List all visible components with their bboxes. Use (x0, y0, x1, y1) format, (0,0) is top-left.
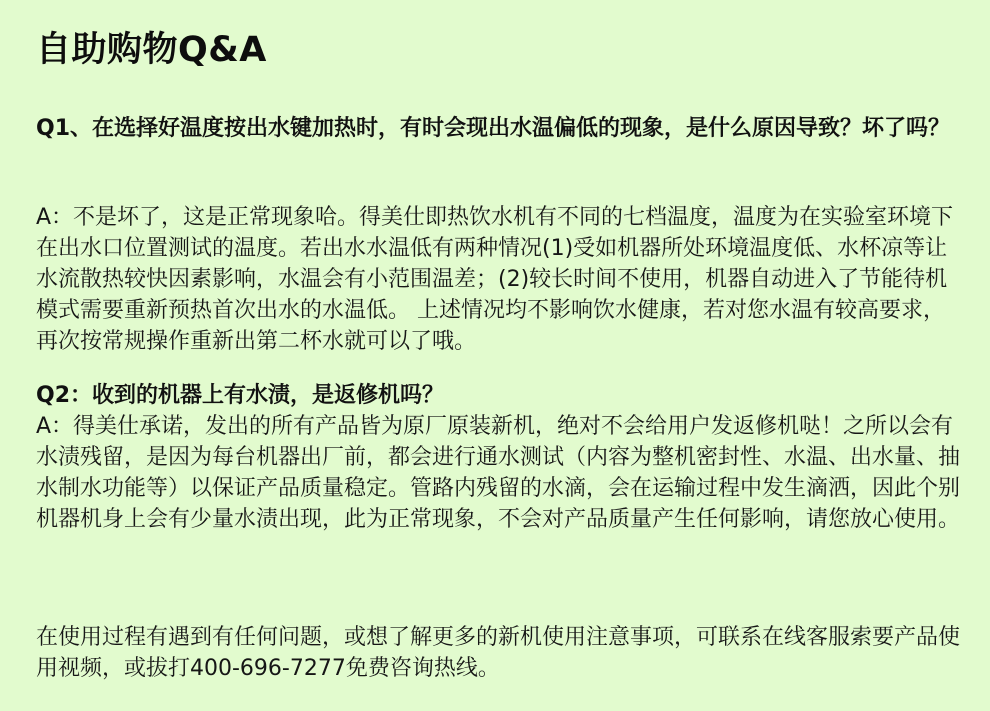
question-2: Q2：收到的机器上有水渍，是返修机吗？ (36, 383, 445, 408)
page-title: 自助购物Q&A (36, 30, 267, 70)
question-1: Q1、在选择好温度按出水键加热时，有时会现出水温偏低的现象，是什么原因导致？坏了吗？ (36, 116, 951, 141)
contact-note: 在使用过程有遇到有任何问题，或想了解更多的新机使用注意事项，可联系在线客服索要产品使用视频，或拔打400-696-7277免费咨询热线。 (36, 625, 961, 681)
answer-1: A：不是坏了，这是正常现象哈。得美仕即热饮水机有不同的七档温度，温度为在实验室环境下在出水口位置测试的温度。若出水水温低有两种情况(1)受如机器所处环境温度低、水杯凉等让水流散热较快因素影响，水温会有小范围温差；(2)较长时间不使用，机器自动进入了节能待机模式需要重新预热首次出水的水温低。 上述情况均不影响饮水健康，若对您水温有较高要求，再次按常规操作重新出第二杯水就可以了哦。 (36, 205, 954, 354)
answer-2: A：得美仕承诺，发出的所有产品皆为原厂原装新机，绝对不会给用户发返修机哒！之所以会有水渍残留，是因为每台机器出厂前，都会进行通水测试（内容为整机密封性、水温、出水量、抽水制水功能等）以保证产品质量稳定。管路内残留的水滴，会在运输过程中发生滴洒，因此个别机器机身上会有少量水渍出现，此为正常现象，不会对产品质量产生任何影响，请您放心使用。 (36, 414, 961, 532)
